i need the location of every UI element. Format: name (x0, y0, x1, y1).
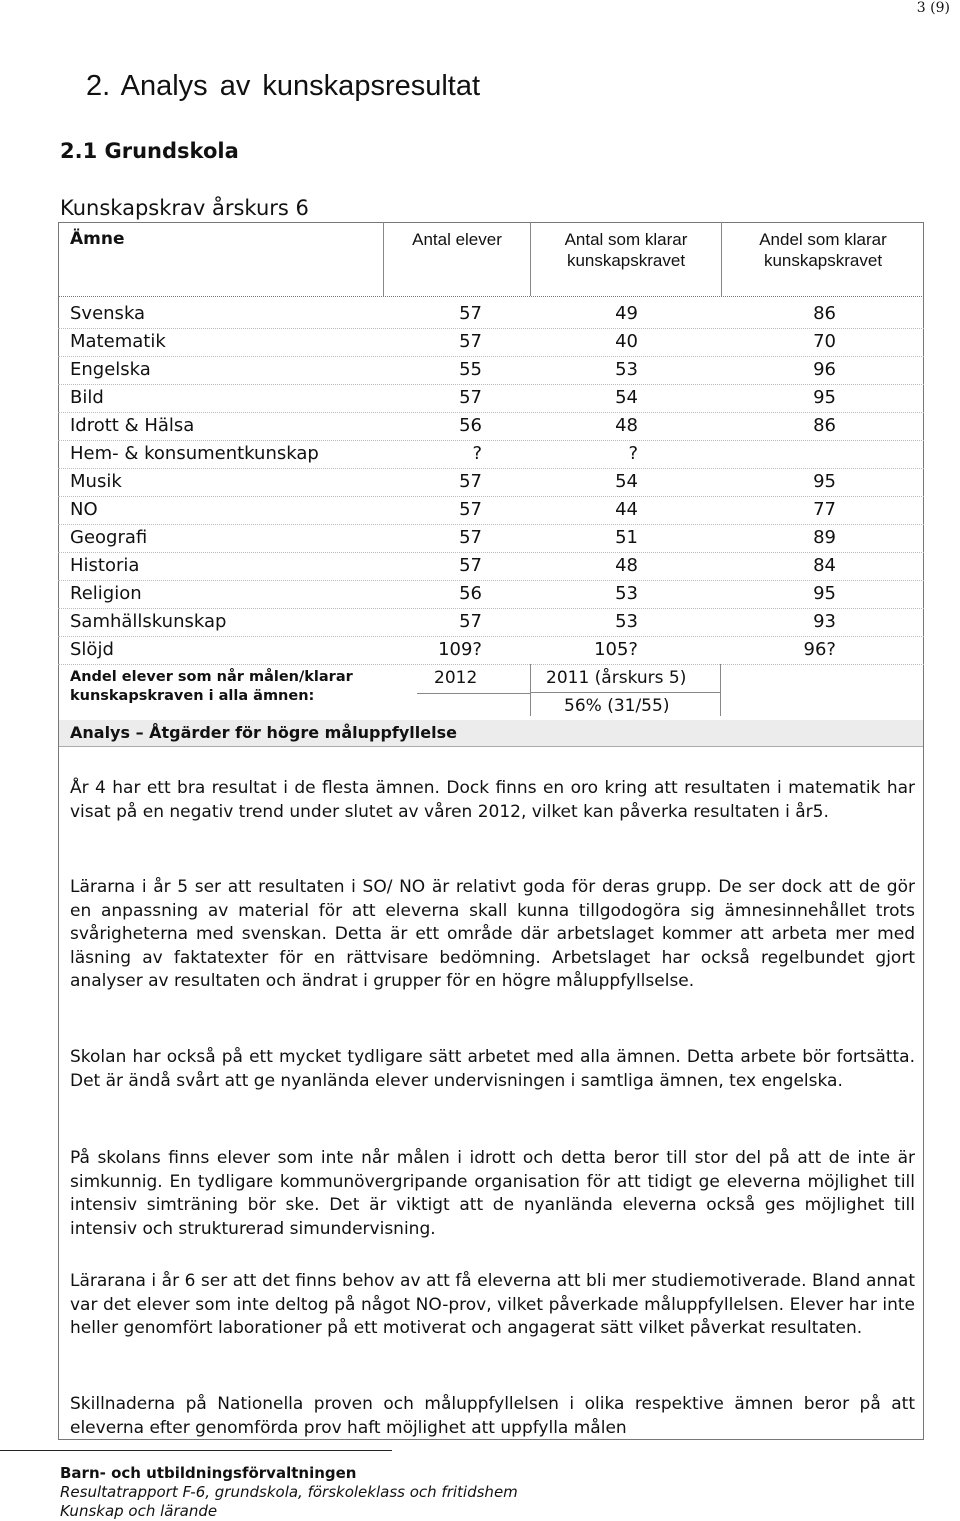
cell-subject: Svenska (70, 303, 146, 324)
table-row-separator (58, 552, 924, 553)
cell-subject: Religion (70, 583, 142, 604)
table-row-separator (58, 384, 924, 385)
cell-share: 84 (813, 555, 836, 576)
table-row-separator (58, 468, 924, 469)
table-row-separator (58, 636, 924, 637)
cell-subject: NO (70, 499, 98, 520)
header-bottom-rule (58, 296, 924, 297)
cell-share: 77 (813, 499, 836, 520)
cell-share: 93 (813, 611, 836, 632)
andel-year-2011: 2011 (årskurs 5) (546, 668, 687, 688)
cell-students: 57 (459, 303, 482, 324)
andel-label (70, 668, 410, 706)
cell-passed: 53 (615, 611, 638, 632)
header-subject: Ämne (70, 229, 125, 249)
cell-students: 57 (459, 499, 482, 520)
header-passed (531, 229, 721, 271)
cell-students: ? (472, 443, 482, 464)
cell-share: 86 (813, 415, 836, 436)
section-heading: 2.1 Grundskola (60, 139, 239, 163)
analys-title: Analys – Åtgärder för högre måluppfyllelse (70, 723, 457, 742)
cell-students: 57 (459, 611, 482, 632)
cell-passed: 48 (615, 415, 638, 436)
header-passed-line1: Antal som klarar (564, 230, 688, 249)
footer-section: Kunskap och lärande (60, 1502, 218, 1520)
cell-passed: 51 (615, 527, 638, 548)
cell-share: 95 (813, 583, 836, 604)
cell-passed: 44 (615, 499, 638, 520)
cell-subject: Slöjd (70, 639, 114, 660)
cell-passed: 54 (615, 387, 638, 408)
analysis-paragraph: Skolan har också på ett mycket tydligare sätt arbetet med alla ämnen. Detta arbete bör fortsätta. Det är ändå svårt att ge nyanlända elever undervisningen i samtliga ämnen, tex engelska. (70, 1047, 915, 1091)
table-row-separator (58, 356, 924, 357)
cell-students: 57 (459, 331, 482, 352)
cell-share: 96? (803, 639, 836, 660)
cell-passed: 53 (615, 359, 638, 380)
cell-passed: 54 (615, 471, 638, 492)
cell-passed: 105? (594, 639, 638, 660)
cell-students: 56 (459, 415, 482, 436)
table-row-separator (58, 524, 924, 525)
footer-rule (0, 1450, 392, 1451)
table-row-separator (58, 412, 924, 413)
cell-students: 57 (459, 527, 482, 548)
cell-subject: Geografi (70, 527, 148, 548)
cell-share: 95 (813, 387, 836, 408)
cell-subject: Hem- & konsumentkunskap (70, 443, 319, 464)
cell-subject: Idrott & Hälsa (70, 415, 195, 436)
cell-students: 56 (459, 583, 482, 604)
analysis-paragraph: Lärarna i år 5 ser att resultaten i SO/ NO är relativt goda för deras grupp. De ser dock att de gör en anpassning av material för att eleverna skall kunna tillgodogöra sig ämnesinnehållet trots svårigheterna med svenskan. Detta är ett område där arbetslaget kommer att arbeta mer med läsning av faktatexter för en rättvisare bedömning. Arbetslaget har också regelbundet gjort analyser av resultaten och ändrat i grupper för en högre måluppfyllselse. (70, 877, 915, 991)
table-row-separator (58, 580, 924, 581)
table-row-separator (58, 440, 924, 441)
table-title: Kunskapskrav årskurs 6 (60, 196, 309, 220)
cell-share: 95 (813, 471, 836, 492)
table-row-separator (58, 496, 924, 497)
cell-students: 109? (438, 639, 482, 660)
footer-org: Barn- och utbildningsförvaltningen (60, 1464, 357, 1482)
andel-2011-divider (530, 692, 721, 693)
cell-students: 57 (459, 555, 482, 576)
cell-share: 96 (813, 359, 836, 380)
cell-subject: Matematik (70, 331, 166, 352)
andel-label-line1: Andel elever som når målen/klarar (70, 669, 353, 685)
cell-subject: Bild (70, 387, 104, 408)
cell-subject: Engelska (70, 359, 151, 380)
cell-students: 57 (459, 471, 482, 492)
cell-share: 86 (813, 303, 836, 324)
cell-passed: 40 (615, 331, 638, 352)
cell-share: 70 (813, 331, 836, 352)
andel-year-2012: 2012 (434, 668, 478, 688)
footer-report: Resultatrapport F-6, grundskola, förskoleklass och fritidshem (60, 1483, 518, 1501)
cell-students: 55 (459, 359, 482, 380)
header-share-line1: Andel som klarar (759, 230, 887, 249)
analysis-paragraph: År 4 har ett bra resultat i de flesta ämnen. Dock finns en oro kring att resultaten i matematik har visat på en negativ trend under slutet av våren 2012, vilket kan påverka resultaten i år5. (70, 778, 915, 822)
cell-subject: Samhällskunskap (70, 611, 227, 632)
cell-passed: ? (628, 443, 638, 464)
table-row-separator (58, 608, 924, 609)
cell-passed: 49 (615, 303, 638, 324)
cell-share (730, 442, 836, 466)
cell-subject: Historia (70, 555, 140, 576)
page-number: 3 (9) (916, 0, 950, 16)
andel-label-line2: kunskapskraven i alla ämnen: (70, 688, 315, 704)
andel-value-2011: 56% (31/55) (564, 696, 670, 716)
header-share-line2: kunskapskravet (763, 251, 883, 270)
cell-passed: 53 (615, 583, 638, 604)
analysis-paragraph: Lärarana i år 6 ser att det finns behov av att få eleverna att bli mer studiemotiverade. Bland annat var det elever som inte deltog på något NO-prov, vilket påverkade måluppfyllelsen. Elever har inte heller genomfört laborationer på ett motiverat och angagerat sätt vilket påverkat resultaten. (70, 1271, 915, 1338)
cell-students: 57 (459, 387, 482, 408)
header-share (722, 229, 924, 271)
analysis-paragraph: På skolans finns elever som inte når målen i idrott och detta beror till stor del på att de inte är simkunnig. En tydligare kommunövergripande organisation för att tidigt ge eleverna möjlighet till intensiv simträning bör ske. Det är viktigt att de nyanlända eleverna också ges möjlighet till intensiv och strukturerad simundervisning. (70, 1148, 915, 1239)
cell-share: 89 (813, 527, 836, 548)
cell-subject: Musik (70, 471, 122, 492)
analysis-paragraph: Skillnaderna på Nationella proven och måluppfyllelsen i olika respektive ämnen beror på att eleverna efter genomförda prov haft möjlighet att uppfylla målen (70, 1394, 915, 1438)
header-students: Antal elever (412, 230, 502, 249)
header-passed-line2: kunskapskravet (566, 251, 686, 270)
cell-passed: 48 (615, 555, 638, 576)
table-row-separator (58, 328, 924, 329)
page-heading: 2. Analys av kunskapsresultat (86, 70, 481, 102)
